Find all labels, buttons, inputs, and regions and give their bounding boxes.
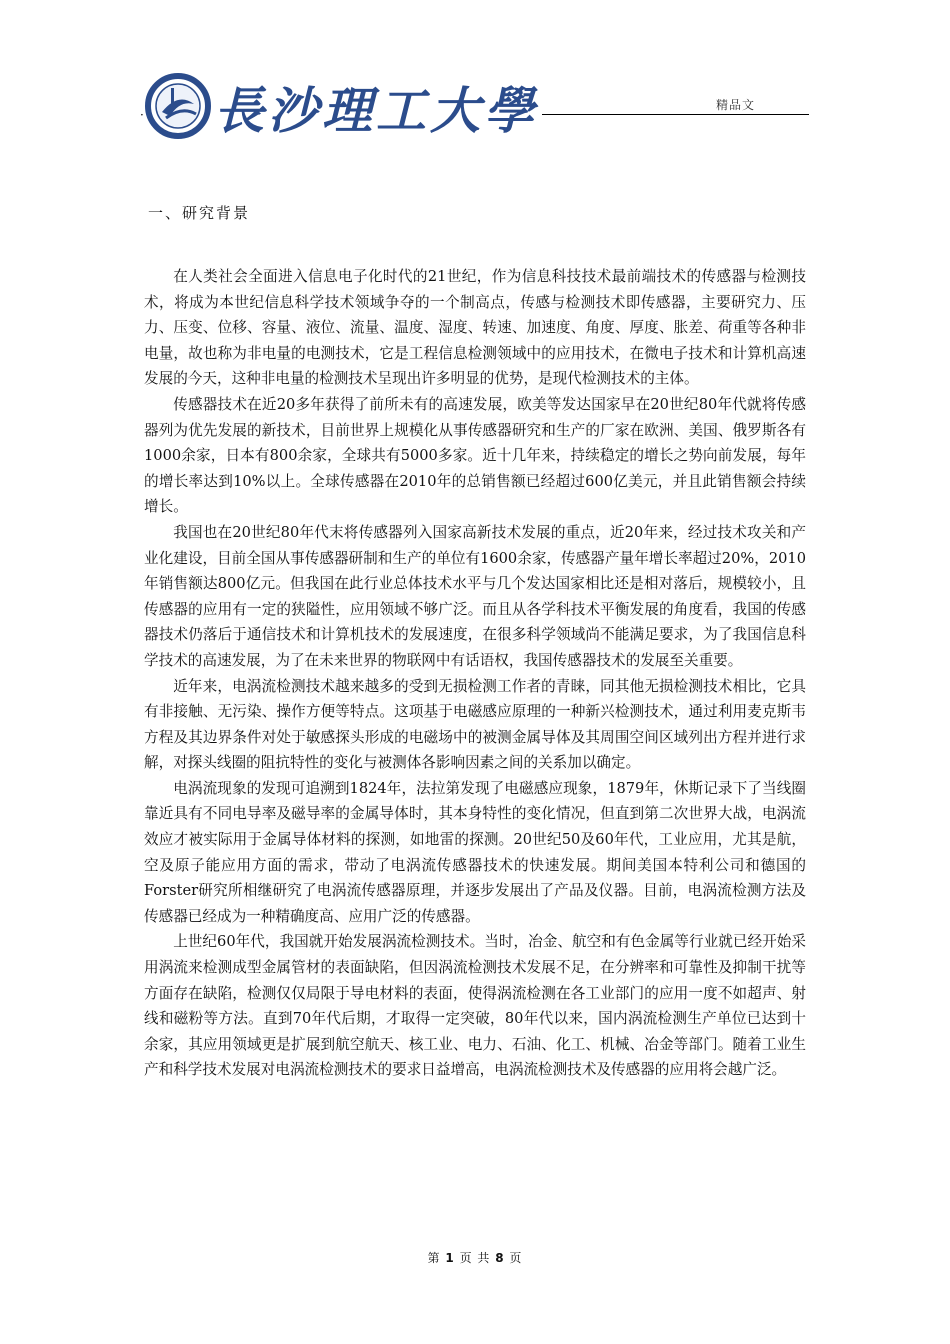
paragraph-1: 在人类社会全面进入信息电子化时代的21世纪，作为信息科技技术最前端技术的传感器与检测技术，将成为本世纪信息科学技术领域争夺的一个制高点，传感与检测技术即传感器，主要研究力、压力、压变、位移、容量、液位、流量、温度、湿度、转速、加速度、角度、厚度、胀差、荷重等各种非电量，故也称为非电量的电测技术，它是工程信息检测领域中的应用技术，在微电子技术和计算机高速发展的今天，这种非电量的检测技术呈现出许多明显的优势，是现代检测技术的主体。 <box>144 268 806 388</box>
footer-current-page: 1 <box>445 1251 455 1265</box>
body-text <box>144 264 806 1083</box>
header-rule <box>542 114 809 115</box>
header-leading-mark: · <box>140 108 144 122</box>
logo-wordmark: 長沙理工大學 <box>214 81 538 140</box>
footer-prefix: 第 <box>427 1251 441 1265</box>
paragraph-3: 我国也在20世纪80年代末将传感器列入国家高新技术发展的重点，近20年来，经过技术攻关和产业化建设，目前全国从事传感器研制和生产的单位有1600余家，传感器产量年增长率超过20%，2010年销售额达800亿元。但我国在此行业总体技术水平与几个发达国家相比还是相对落后，规模较小，且传感器的应用有一定的狭隘性，应用领域不够广泛。而且从各学科技术平衡发展的角度看，我国的传感器技术仍落后于通信技术和计算机技术的发展速度，在很多科学领域尚不能满足要求，为了我国信息科学技术的高速发展，为了在未来世界的物联网中有话语权，我国传感器技术的发展至关重要。 <box>144 523 806 669</box>
page-footer <box>0 1249 950 1266</box>
footer-suffix: 页 <box>509 1251 523 1265</box>
paragraph-4: 近年来，电涡流检测技术越来越多的受到无损检测工作者的青睐，同其他无损检测技术相比，它具有非接触、无污染、操作方便等特点。这项基于电磁感应原理的一种新兴检测技术，通过利用麦克斯韦方程及其边界条件对处于敏感探头形成的电磁场中的被测金属导体及其周围空间区域列出方程并进行求解，对探头线圈的阻抗特性的变化与被测体各影响因素之间的关系加以确定。 <box>144 677 806 772</box>
university-logo <box>140 62 540 152</box>
section-heading: 一、研究背景 <box>148 204 251 222</box>
header-label: 精品文 <box>716 98 756 112</box>
footer-total-pages: 8 <box>495 1251 505 1265</box>
university-seal-icon <box>148 76 208 136</box>
paragraph-5: 电涡流现象的发现可追溯到1824年，法拉第发现了电磁感应现象，1879年，休斯记录下了当线圈靠近具有不同电导率及磁导率的金属导体时，其本身特性的变化情况，但直到第二次世界大战，电涡流效应才被实际用于金属导体材料的探测，如地雷的探测。20世纪50及60年代，工业应用，尤其是航，空及原子能应用方面的需求，带动了电涡流传感器技术的快速发展。期间美国本特利公司和德国的Forster研究所相继研究了电涡流传感器原理，并逐步发展出了产品及仪器。目前，电涡流检测方法及传感器已经成为一种精确度高、应用广泛的传感器。 <box>144 779 806 925</box>
paragraph-2: 传感器技术在近20多年获得了前所未有的高速发展，欧美等发达国家早在20世纪80年代就将传感器列为优先发展的新技术，目前世界上规模化从事传感器研究和生产的厂家在欧洲、美国、俄罗斯各有1000余家，日本有800余家，全球共有5000多家。近十几年来，持续稳定的增长之势向前发展，每年的增长率达到10%以上。全球传感器在2010年的总销售额已经超过600亿美元，并且此销售额会持续增长。 <box>144 395 806 516</box>
paragraph-6: 上世纪60年代，我国就开始发展涡流检测技术。当时，冶金、航空和有色金属等行业就已经开始采用涡流来检测成型金属管材的表面缺陷，但因涡流检测技术发展不足，在分辨率和可靠性及抑制干扰等方面存在缺陷，检测仅仅局限于导电材料的表面，使得涡流检测在各工业部门的应用一度不如超声、射线和磁粉等方法。直到70年代后期，才取得一定突破，80年代以来，国内涡流检测生产单位已达到十余家，其应用领域更是扩展到航空航天、核工业、电力、石油、化工、机械、冶金等部门。随着工业生产和科学技术发展对电涡流检测技术的要求日益增高，电涡流检测技术及传感器的应用将会越广泛。 <box>144 933 806 1079</box>
footer-middle: 页 共 <box>459 1251 491 1265</box>
